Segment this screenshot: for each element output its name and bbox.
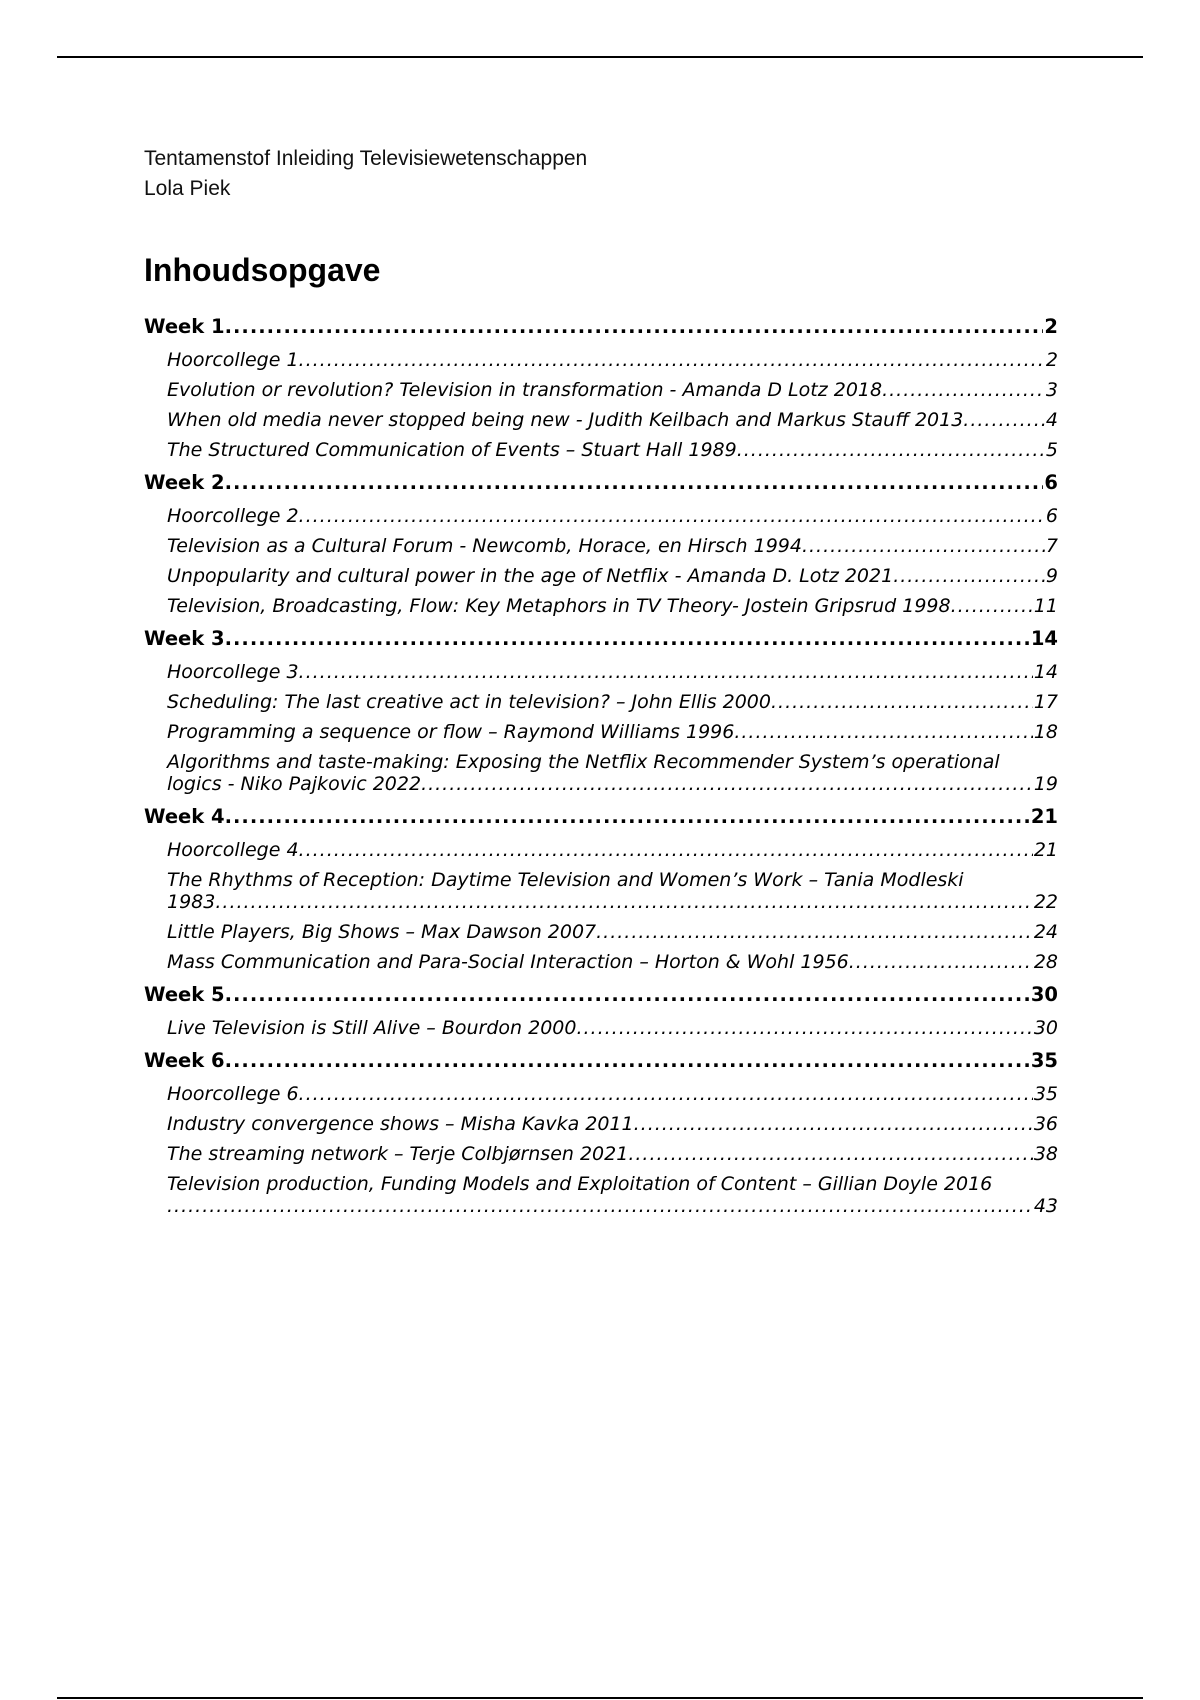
toc-page-number: 21 (1030, 805, 1058, 828)
toc-entry[interactable] (167, 349, 1058, 371)
toc-entry[interactable] (167, 661, 1058, 683)
toc-page-number: 28 (1033, 951, 1058, 973)
toc-week-label: Week 5 (144, 983, 225, 1006)
document-title: Tentamenstof Inleiding Televisiewetenschappen (144, 147, 588, 170)
toc-page-number: 5 (1045, 439, 1058, 461)
toc-entry[interactable] (167, 951, 1058, 973)
toc-entry-title: The Rhythms of Reception: Daytime Television and Women’s Work – Tania Modleski (167, 869, 964, 891)
toc-week-label: Week 4 (144, 805, 225, 828)
toc-page-number: 18 (1033, 721, 1058, 743)
dot-leader (882, 379, 1045, 401)
bottom-rule (57, 1697, 1143, 1699)
toc-page-number: 30 (1033, 1017, 1058, 1039)
toc-entry-title: Television as a Cultural Forum - Newcomb, Horace, en Hirsch 1994 (167, 535, 802, 557)
toc-week-entry[interactable] (144, 469, 1058, 497)
toc-entry[interactable] (167, 691, 1058, 713)
toc-entry[interactable] (167, 505, 1058, 527)
dot-leader (225, 981, 1030, 1009)
dot-leader (628, 1143, 1032, 1165)
toc-entry[interactable] (167, 379, 1058, 401)
toc-entry[interactable] (167, 839, 1058, 861)
toc-entry[interactable] (167, 535, 1058, 557)
toc-entry[interactable] (167, 565, 1058, 587)
dot-leader (963, 409, 1045, 431)
toc-page-number: 14 (1030, 627, 1058, 650)
toc-entry-title: Hoorcollege 1 (167, 349, 299, 371)
toc-week-label: Week 6 (144, 1049, 225, 1072)
dot-leader (225, 625, 1030, 653)
toc-entry-title: Little Players, Big Shows – Max Dawson 2007 (167, 921, 597, 943)
dot-leader (576, 1017, 1032, 1039)
toc-entry-title: The streaming network – Terje Colbjørnsen 2021 (167, 1143, 629, 1165)
toc-entry-title: When old media never stopped being new - Judith Keilbach and Markus Stauff 2013 (167, 409, 964, 431)
toc-week-entry[interactable] (144, 803, 1058, 831)
toc-week-entry[interactable] (144, 981, 1058, 1009)
toc-entry-title: Television production, Funding Models and Exploitation of Content – Gillian Doyle 2016 (167, 1173, 993, 1195)
toc-entry-title: Live Television is Still Alive – Bourdon 2000 (167, 1017, 577, 1039)
author-name: Lola Piek (144, 177, 231, 200)
toc-entry[interactable] (167, 439, 1058, 461)
toc-entry-title: Unpopularity and cultural power in the age of Netflix - Amanda D. Lotz 2021 (167, 565, 894, 587)
toc-page-number: 2 (1044, 315, 1058, 338)
toc-week-label: Week 1 (144, 315, 225, 338)
dot-leader (225, 803, 1030, 831)
toc-page-number: 3 (1045, 379, 1058, 401)
toc-entry[interactable] (167, 409, 1058, 431)
toc-entry-title: The Structured Communication of Events – Stuart Hall 1989 (167, 439, 737, 461)
toc-page-number: 24 (1033, 921, 1058, 943)
toc-week-entry[interactable] (144, 313, 1058, 341)
dot-leader (849, 951, 1033, 973)
toc-week-label: Week 3 (144, 627, 225, 650)
toc-page-number: 14 (1033, 661, 1058, 683)
dot-leader (225, 313, 1044, 341)
toc-week-section (144, 469, 1058, 617)
dot-leader (634, 1113, 1033, 1135)
dot-leader (951, 595, 1033, 617)
dot-leader (299, 505, 1045, 527)
toc-page-number: 30 (1030, 983, 1058, 1006)
toc-week-section (144, 981, 1058, 1039)
toc-week-entry[interactable] (144, 1047, 1058, 1075)
top-rule (57, 56, 1143, 58)
toc-week-entry[interactable] (144, 625, 1058, 653)
toc-week-section (144, 1047, 1058, 1217)
dot-leader (299, 661, 1033, 683)
toc-page-number: 36 (1033, 1113, 1058, 1135)
toc-week-label: Week 2 (144, 471, 225, 494)
toc-page-number: 7 (1045, 535, 1058, 557)
toc-page-number: 43 (1033, 1195, 1058, 1217)
dot-leader (737, 439, 1045, 461)
toc-entry-title: Television, Broadcasting, Flow: Key Metaphors in TV Theory- Jostein Gripsrud 1998 (167, 595, 951, 617)
toc-page-number: 9 (1045, 565, 1058, 587)
toc-entry[interactable] (167, 1017, 1058, 1039)
toc-entry-title: Hoorcollege 4 (167, 839, 299, 861)
toc-page-number: 11 (1033, 595, 1058, 617)
dot-leader (734, 721, 1032, 743)
toc-page-number: 35 (1030, 1049, 1058, 1072)
toc-entry[interactable] (167, 751, 1058, 795)
dot-leader (225, 469, 1044, 497)
toc-week-section (144, 803, 1058, 973)
toc-entry-title: Hoorcollege 6 (167, 1083, 299, 1105)
toc-entry-title: Hoorcollege 3 (167, 661, 299, 683)
document-header (144, 144, 587, 204)
dot-leader (299, 349, 1045, 371)
dot-leader (299, 1083, 1033, 1105)
dot-leader (596, 921, 1033, 943)
toc-entry[interactable] (167, 1173, 1058, 1217)
dot-leader (299, 839, 1033, 861)
toc-heading: Inhoudsopgave (144, 252, 381, 288)
toc-entry[interactable] (167, 721, 1058, 743)
toc-entry[interactable] (167, 1143, 1058, 1165)
toc-page-number: 22 (1033, 891, 1058, 913)
toc-entry-title: Algorithms and taste-making: Exposing the Netflix Recommender System’s operational (167, 751, 1000, 773)
toc-page-number: 4 (1045, 409, 1058, 431)
toc-entry-title: Evolution or revolution? Television in transformation - Amanda D Lotz 2018 (167, 379, 883, 401)
toc-entry[interactable] (167, 595, 1058, 617)
dot-leader (225, 1047, 1030, 1075)
dot-leader (167, 1195, 1033, 1217)
toc-entry-title: Programming a sequence or flow – Raymond Williams 1996 (167, 721, 735, 743)
toc-week-section (144, 625, 1058, 795)
toc-page-number: 2 (1045, 349, 1058, 371)
toc-page-number: 19 (1033, 773, 1058, 795)
toc-page-number: 17 (1033, 691, 1058, 713)
toc-week-section (144, 313, 1058, 461)
dot-leader (771, 691, 1033, 713)
dot-leader (421, 773, 1033, 795)
table-of-contents (144, 313, 1058, 1225)
toc-entry-title: Industry convergence shows – Misha Kavka 2011 (167, 1113, 634, 1135)
dot-leader (215, 891, 1032, 913)
toc-entry-title: Scheduling: The last creative act in television? – John Ellis 2000 (167, 691, 771, 713)
toc-entry-title-continued: logics - Niko Pajkovic 2022 (167, 773, 422, 795)
toc-entry-title: Mass Communication and Para-Social Interaction – Horton & Wohl 1956 (167, 951, 849, 973)
toc-entry[interactable] (167, 1083, 1058, 1105)
toc-page-number: 21 (1033, 839, 1058, 861)
toc-page-number: 35 (1033, 1083, 1058, 1105)
dot-leader (893, 565, 1045, 587)
toc-page-number: 38 (1033, 1143, 1058, 1165)
toc-page-number: 6 (1045, 505, 1058, 527)
toc-entry-title-continued: 1983 (167, 891, 216, 913)
toc-page-number: 6 (1044, 471, 1058, 494)
toc-entry-title: Hoorcollege 2 (167, 505, 299, 527)
toc-entry[interactable] (167, 869, 1058, 913)
toc-entry[interactable] (167, 1113, 1058, 1135)
toc-entry[interactable] (167, 921, 1058, 943)
dot-leader (802, 535, 1045, 557)
